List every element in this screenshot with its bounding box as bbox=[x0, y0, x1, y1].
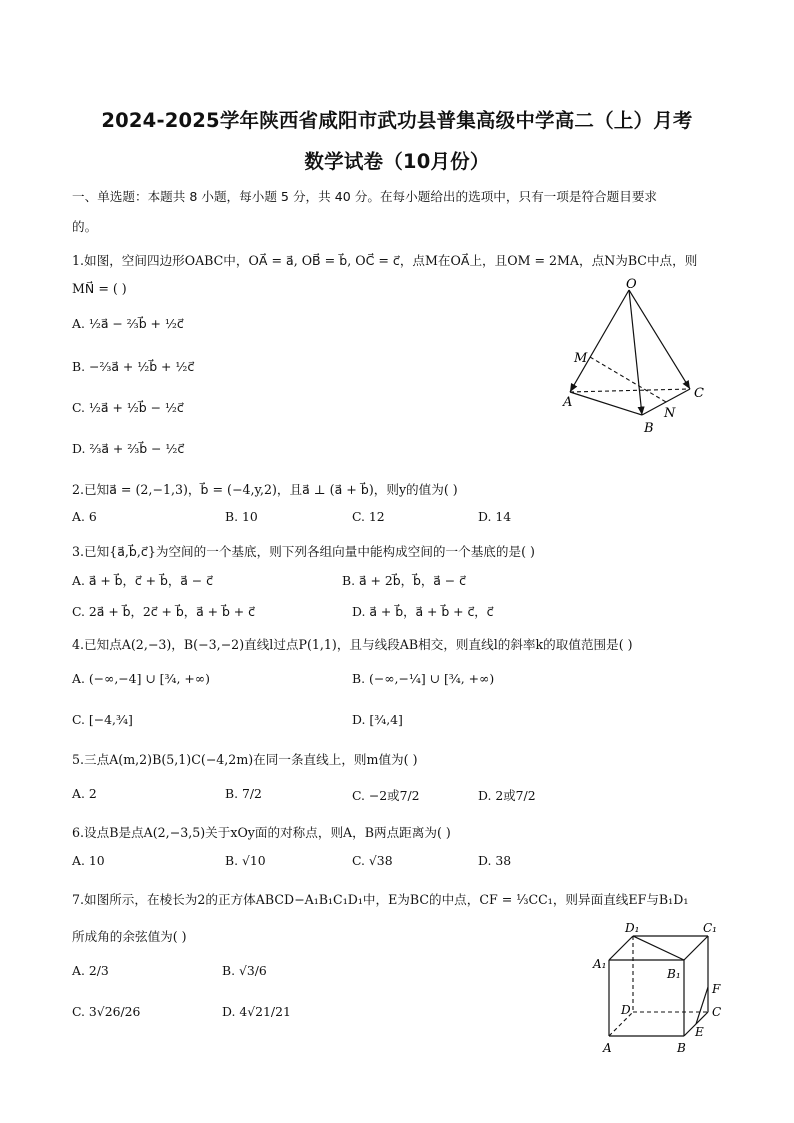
label-D1: D₁ bbox=[625, 921, 640, 935]
q5-option-a: A. 2 bbox=[72, 786, 97, 801]
q7-option-d: D. 4√21/21 bbox=[222, 1004, 291, 1019]
label-B: B bbox=[644, 421, 654, 436]
q5-option-d: D. 2或7/2 bbox=[478, 788, 536, 803]
q2-option-a: A. 6 bbox=[72, 509, 97, 524]
label-D: D bbox=[621, 1003, 631, 1017]
q4-stem: 4.已知点A(2,−3)，B(−3,−2)直线l过点P(1,1)，且与线段AB相交，则直线l的斜率k的取值范围是( ) bbox=[72, 637, 633, 652]
q3-option-a: A. a⃗ + b⃗，c⃗ + b⃗，a⃗ − c⃗ bbox=[72, 573, 213, 588]
page-title: 2024-2025学年陕西省咸阳市武功县普集高级中学高二（上）月考 bbox=[101, 109, 693, 132]
q2-option-b: B. 10 bbox=[225, 509, 258, 524]
label-C: C bbox=[712, 1005, 722, 1019]
section-instructions-line2: 的。 bbox=[72, 219, 98, 234]
q1-option-c: C. ½a⃗ + ½b⃗ − ½c⃗ bbox=[72, 400, 184, 415]
q5-option-c: C. −2或7/2 bbox=[352, 788, 420, 803]
label-M: M bbox=[574, 351, 588, 366]
q7-stem-line2: 所成角的余弦值为( ) bbox=[72, 929, 187, 944]
label-A: A bbox=[563, 395, 573, 410]
q6-option-a: A. 10 bbox=[72, 853, 105, 868]
q6-option-d: D. 38 bbox=[478, 853, 512, 868]
label-O: O bbox=[626, 278, 637, 292]
label-A1: A₁ bbox=[593, 957, 607, 971]
q1-option-d: D. ⅔a⃗ + ⅔b⃗ − ½c⃗ bbox=[72, 441, 185, 456]
q7-option-c: C. 3√26/26 bbox=[72, 1004, 141, 1019]
label-C1: C₁ bbox=[703, 921, 717, 935]
q1-stem-line2: MN⃗ = ( ) bbox=[72, 281, 127, 296]
label-N: N bbox=[664, 406, 676, 421]
label-B: B bbox=[677, 1041, 686, 1055]
label-F: F bbox=[712, 982, 721, 996]
cube-figure bbox=[585, 918, 735, 1060]
label-B1: B₁ bbox=[667, 967, 681, 981]
q1-option-a: A. ½a⃗ − ⅔b⃗ + ½c⃗ bbox=[72, 316, 184, 331]
q4-option-d: D. [¾,4] bbox=[352, 712, 403, 727]
q4-option-a: A. (−∞,−4] ∪ [¾, +∞) bbox=[72, 671, 210, 686]
q7-option-b: B. √3/6 bbox=[222, 963, 267, 978]
q6-option-b: B. √10 bbox=[225, 853, 266, 868]
q2-option-d: D. 14 bbox=[478, 509, 512, 524]
q4-option-b: B. (−∞,−¼] ∪ [¾, +∞) bbox=[352, 671, 495, 686]
label-A: A bbox=[603, 1041, 612, 1055]
q3-stem: 3.已知{a⃗,b⃗,c⃗}为空间的一个基底，则下列各组向量中能构成空间的一个基底的是( ) bbox=[72, 544, 535, 559]
q6-stem: 6.设点B是点A(2,−3,5)关于xOy面的对称点，则A，B两点距离为( ) bbox=[72, 825, 451, 840]
tetrahedron-figure bbox=[550, 278, 720, 438]
q6-option-c: C. √38 bbox=[352, 853, 393, 868]
section-instructions-line1: 一、单选题：本题共 8 小题，每小题 5 分，共 40 分。在每小题给出的选项中，只有一项是符合题目要求 bbox=[72, 189, 658, 204]
q5-option-b: B. 7/2 bbox=[225, 786, 262, 801]
q7-option-a: A. 2/3 bbox=[72, 963, 109, 978]
q3-option-d: D. a⃗ + b⃗，a⃗ + b⃗ + c⃗，c⃗ bbox=[352, 604, 494, 619]
q2-option-c: C. 12 bbox=[352, 509, 385, 524]
q1-stem-line1: 1.如图，空间四边形OABC中，OA⃗ = a⃗, OB⃗ = b⃗, OC⃗ = c⃗，点M在OA⃗上，且OM = 2MA，点N为BC中点，则 bbox=[72, 253, 698, 268]
page-subtitle: 数学试卷（10月份） bbox=[304, 150, 490, 173]
label-E: E bbox=[695, 1025, 704, 1039]
q3-option-c: C. 2a⃗ + b⃗，2c⃗ + b⃗，a⃗ + b⃗ + c⃗ bbox=[72, 604, 255, 619]
label-C: C bbox=[694, 386, 704, 401]
q7-stem-line1: 7.如图所示，在棱长为2的正方体ABCD−A₁B₁C₁D₁中，E为BC的中点，CF = ⅓CC₁，则异面直线EF与B₁D₁ bbox=[72, 892, 689, 907]
q2-stem: 2.已知a⃗ = (2,−1,3)，b⃗ = (−4,y,2)，且a⃗ ⊥ (a⃗ + b⃗)，则y的值为( ) bbox=[72, 482, 458, 497]
q1-option-b: B. −⅔a⃗ + ½b⃗ + ½c⃗ bbox=[72, 359, 195, 374]
q3-option-b: B. a⃗ + 2b⃗，b⃗，a⃗ − c⃗ bbox=[342, 573, 466, 588]
q5-stem: 5.三点A(m,2)B(5,1)C(−4,2m)在同一条直线上，则m值为( ) bbox=[72, 752, 418, 767]
q4-option-c: C. [−4,¾] bbox=[72, 712, 133, 727]
